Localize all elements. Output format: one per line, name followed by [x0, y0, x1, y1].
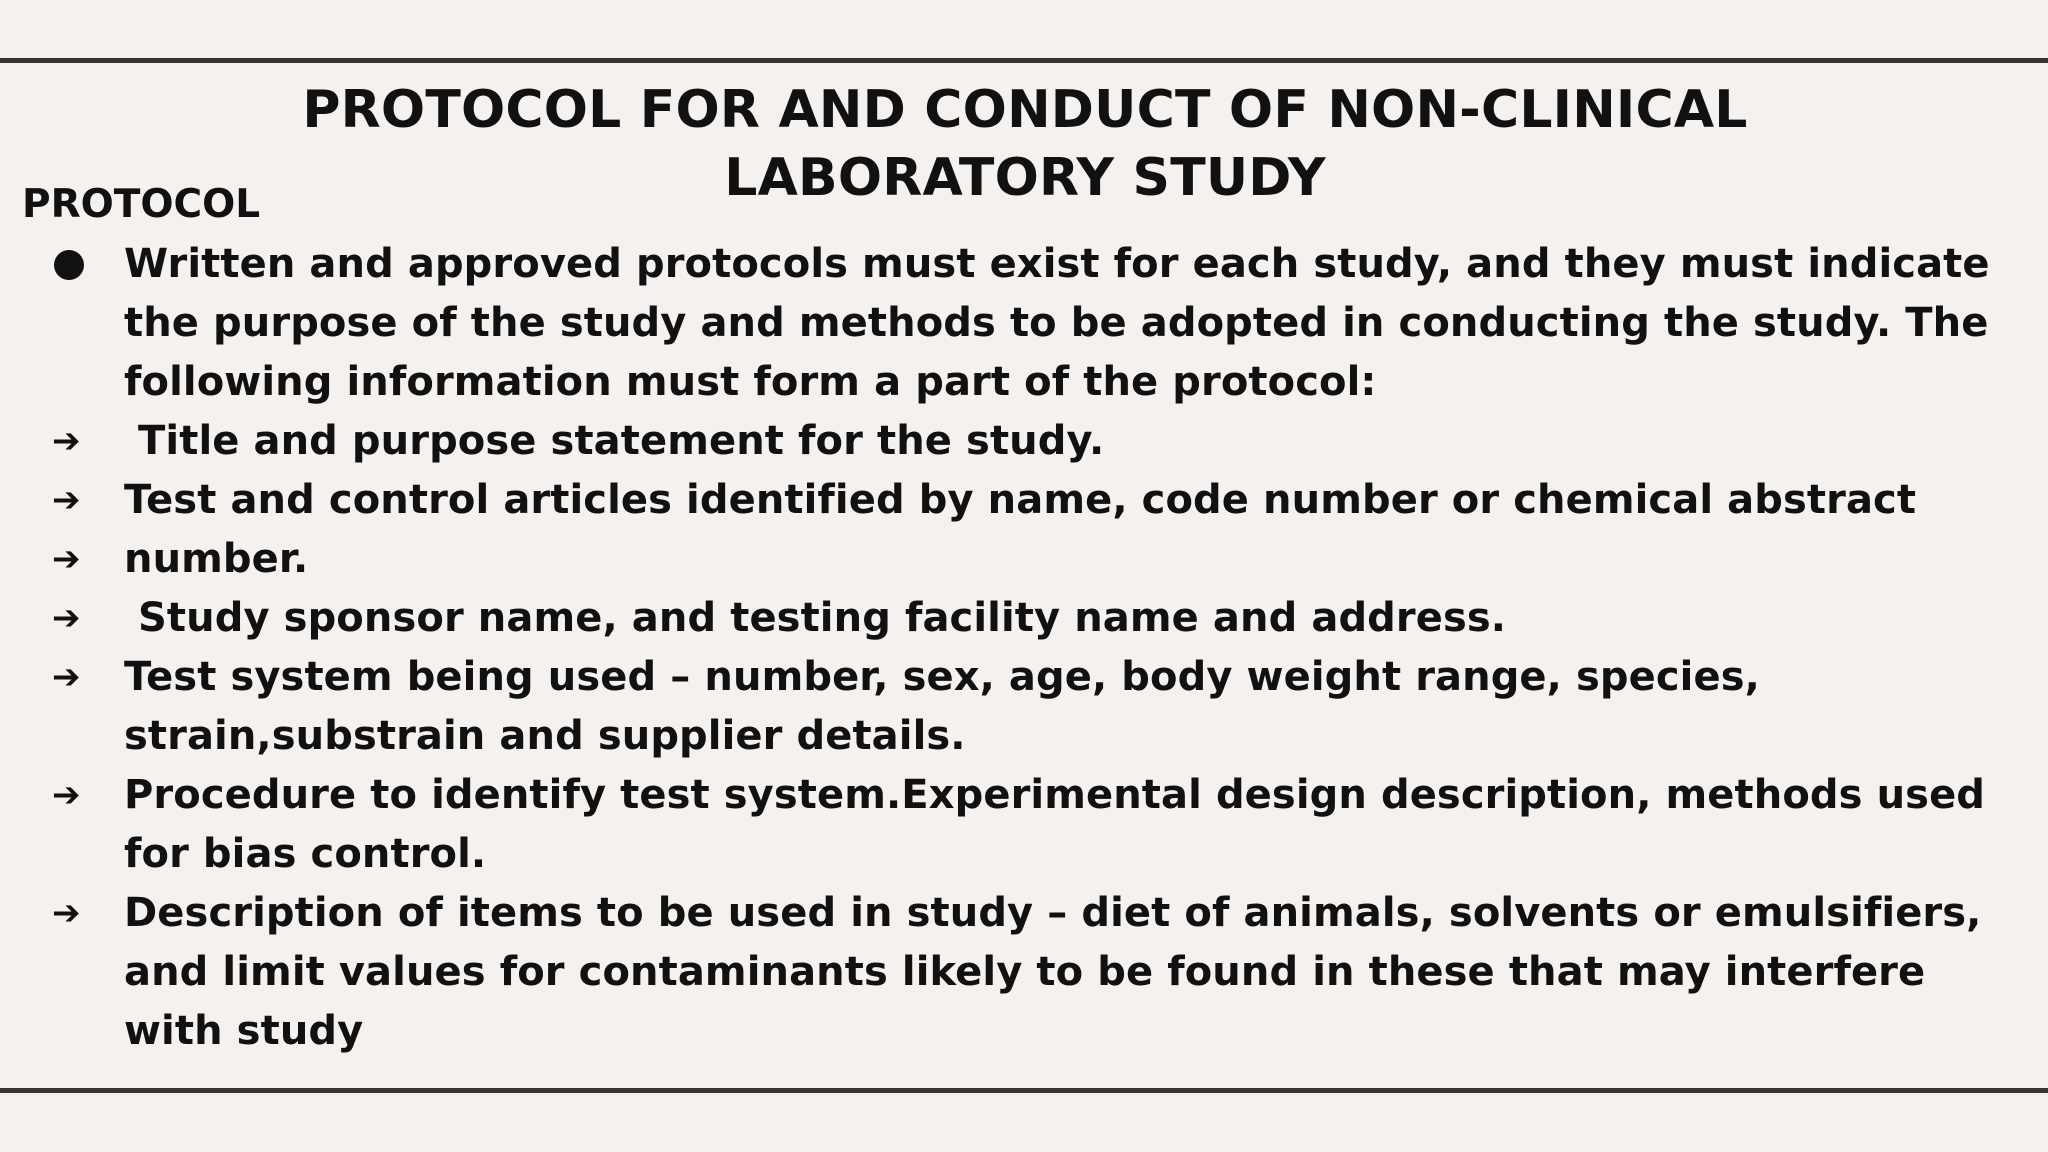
arrow-right-icon: ➔ — [52, 775, 81, 815]
arrow-right-icon: ➔ — [52, 480, 81, 520]
slide-title: PROTOCOL FOR AND CONDUCT OF NON-CLINICAL LABORATORY STUDY — [302, 80, 1748, 208]
arrow-right-icon: ➔ — [52, 657, 81, 697]
section-label: PROTOCOL — [22, 182, 261, 227]
arrow-list-item — [0, 589, 2014, 648]
arrow-list-item — [0, 648, 2014, 766]
arrow-list-item — [0, 766, 2014, 884]
arrow-list-item — [0, 884, 2014, 1061]
arrow-right-icon: ➔ — [52, 598, 81, 638]
arrow-list-item-text: Description of items to be used in study – diet of animals, solvents or emulsifiers, and limit values for contaminants likely to be found in these that may interfere with study — [124, 890, 1982, 1054]
bullet-item — [0, 235, 2014, 412]
arrow-right-icon: ➔ — [52, 893, 81, 933]
arrow-list-item-text: Test system being used – number, sex, age, body weight range, species, strain,substrain and supplier details. — [124, 654, 1760, 759]
arrow-list-item-text: Study sponsor name, and testing facility name and address. — [124, 595, 1507, 641]
arrow-right-icon: ➔ — [52, 421, 81, 461]
bullet-item-text: Written and approved protocols must exist for each study, and they must indicate the purpose of the study and methods to be adopted in conducting the study. The following information must form a part of the protocol: — [124, 241, 1990, 405]
arrow-list-item-text: Title and purpose statement for the study. — [124, 418, 1105, 464]
arrow-list-item-text: Procedure to identify test system.Experimental design description, methods used for bias control. — [124, 772, 1986, 877]
bottom-divider — [0, 1088, 2048, 1093]
arrow-list-item — [0, 471, 2014, 530]
filled-circle-bullet-icon — [54, 250, 84, 280]
arrow-list-item-text: Test and control articles identified by name, code number or chemical abstract — [124, 477, 1917, 523]
arrow-list-item — [0, 412, 2014, 471]
arrow-right-icon: ➔ — [52, 539, 81, 579]
arrow-list-item-text: number. — [124, 536, 309, 582]
top-divider — [0, 58, 2048, 63]
bullet-list — [0, 235, 2048, 1061]
arrow-list-item — [0, 530, 2014, 589]
